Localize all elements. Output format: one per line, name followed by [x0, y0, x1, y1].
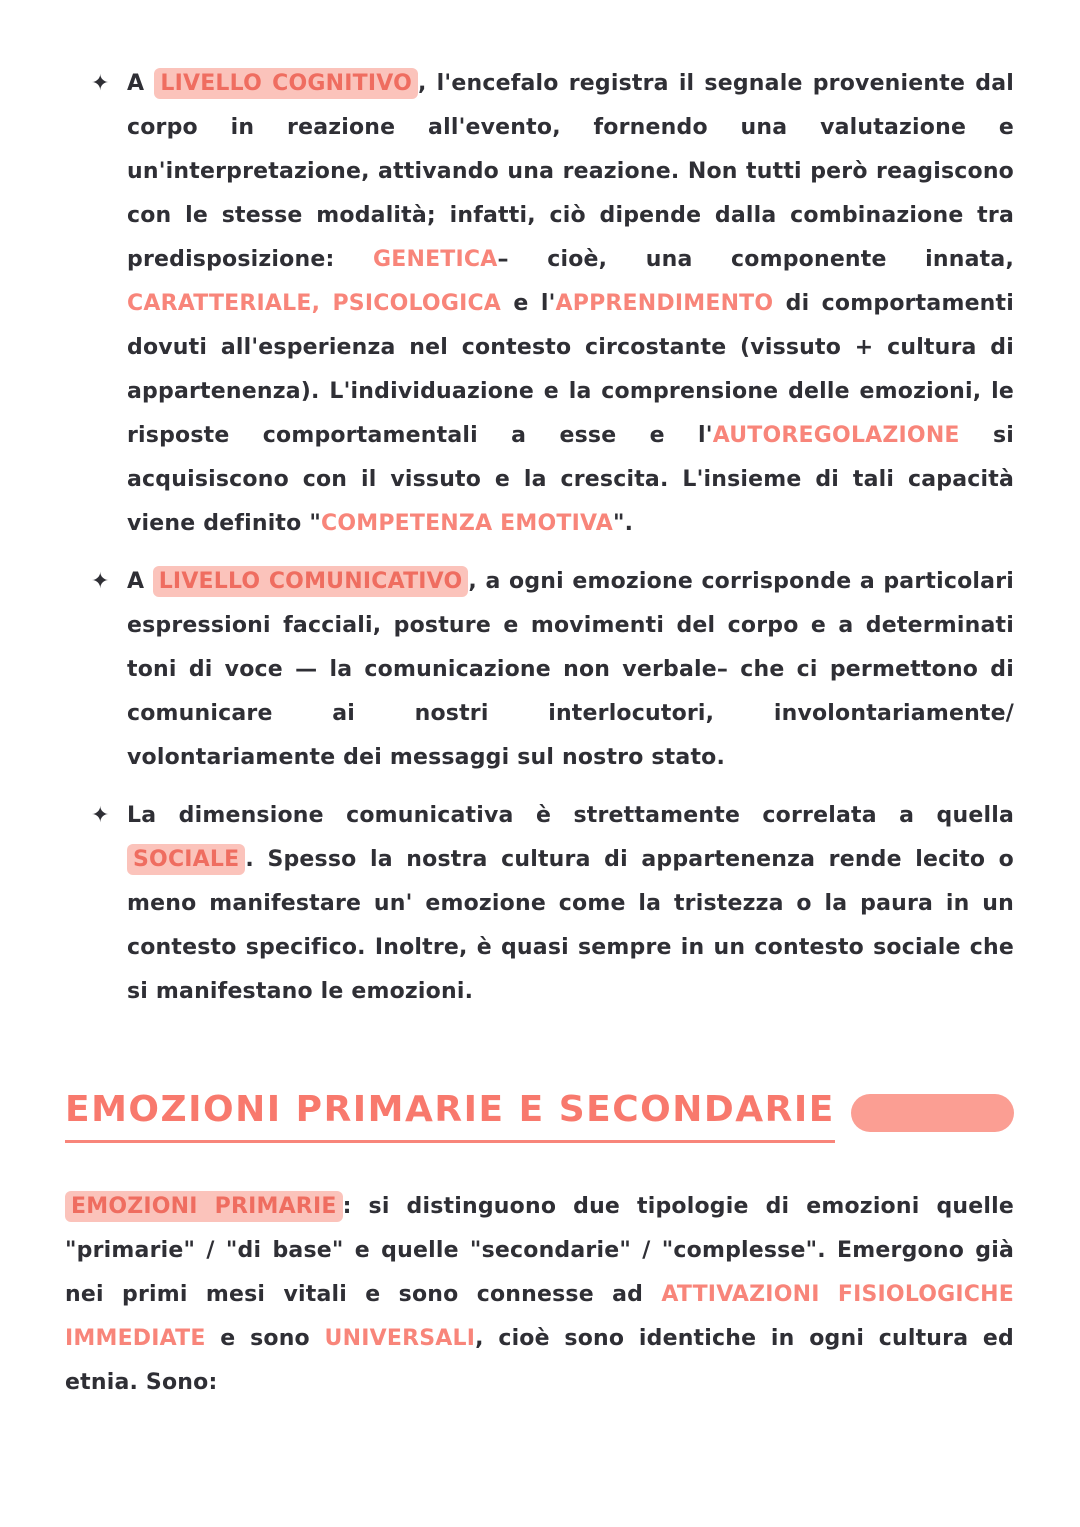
text-run: A	[127, 569, 153, 594]
bullet-star-icon: ✦	[91, 803, 110, 828]
accent-text: ATTIVAZIONI FISIOLOGICHE IMMEDIATE	[65, 1282, 1014, 1351]
text-run: e sono	[205, 1326, 325, 1351]
highlighted-text: LIVELLO COGNITIVO	[154, 68, 418, 99]
section-heading-row	[65, 1088, 1014, 1143]
text-run: A	[127, 71, 155, 96]
text-run: e l'	[501, 291, 556, 316]
accent-text: CARATTERIALE, PSICOLOGICA	[127, 291, 502, 316]
accent-text: COMPETENZA EMOTIVA	[320, 511, 613, 536]
accent-text: UNIVERSALI	[324, 1326, 476, 1351]
primary-emotions-paragraph	[65, 1185, 1014, 1405]
bullet-star-icon: ✦	[91, 71, 110, 96]
text-run: : si distinguono due tipologie di emozioni quelle "primarie" / "di base" e quelle "secondarie" / "complesse". Emergono già nei primi mesi vitali e sono connesse ad	[65, 1194, 1014, 1307]
section-heading: EMOZIONI PRIMARIE E SECONDARIE	[65, 1088, 835, 1143]
accent-text: GENETICA	[372, 247, 498, 272]
text-run: ".	[612, 511, 634, 536]
text-run: – cioè, una componente innata,	[497, 247, 1014, 272]
bullet-text	[127, 803, 1014, 1004]
highlighted-text: EMOZIONI PRIMARIE	[65, 1191, 343, 1222]
bullet-star-icon: ✦	[91, 569, 110, 594]
bullet-item-cognitive-level	[65, 62, 1014, 546]
bullet-item-social-dimension	[65, 794, 1014, 1014]
bullet-item-communicative-level	[65, 560, 1014, 780]
accent-text: AUTOREGOLAZIONE	[712, 423, 960, 448]
bullet-text	[127, 566, 1014, 770]
text-run: . Spesso la nostra cultura di appartenenza rende lecito o meno manifestare un' emozione come la tristezza o la paura in un contesto specifico. Inoltre, è quasi sempre in un contesto sociale che si manifestano le emozioni.	[127, 847, 1014, 1004]
text-run: , cioè sono identiche in ogni cultura ed etnia. Sono:	[65, 1326, 1014, 1395]
bullet-text	[127, 68, 1014, 536]
text-run: di comportamenti dovuti all'esperienza nel contesto circostante (vissuto + cultura di appartenenza). L'individuazione e la comprensione delle emozioni, le risposte comportamentali a esse e l'	[127, 291, 1015, 448]
highlighted-text: SOCIALE	[127, 844, 245, 875]
highlighted-text: LIVELLO COMUNICATIVO	[153, 566, 469, 597]
heading-highlight-bar	[851, 1094, 1014, 1132]
accent-text: APPRENDIMENTO	[555, 291, 774, 316]
text-run: La dimensione comunicativa è strettamente correlata a quella	[127, 803, 1014, 828]
text-run: , l'encefalo registra il segnale proveniente dal corpo in reazione all'evento, fornendo una valutazione e un'interpretazione, attivando una reazione. Non tutti però reagiscono con le stesse modalità; infatti, ciò dipende dalla combinazione tra predisposizione:	[127, 71, 1014, 272]
bullet-list	[65, 62, 1014, 1014]
text-run: , a ogni emozione corrisponde a particolari espressioni facciali, posture e movimenti del corpo e a determinati toni di voce — la comunicazione non verbale– che ci permettono di comunicare ai nostri interlocutori, involontariamente/ volontariamente dei messaggi sul nostro stato.	[127, 569, 1014, 770]
text-run: si acquisiscono con il vissuto e la crescita. L'insieme di tali capacità viene definito "	[127, 423, 1014, 536]
